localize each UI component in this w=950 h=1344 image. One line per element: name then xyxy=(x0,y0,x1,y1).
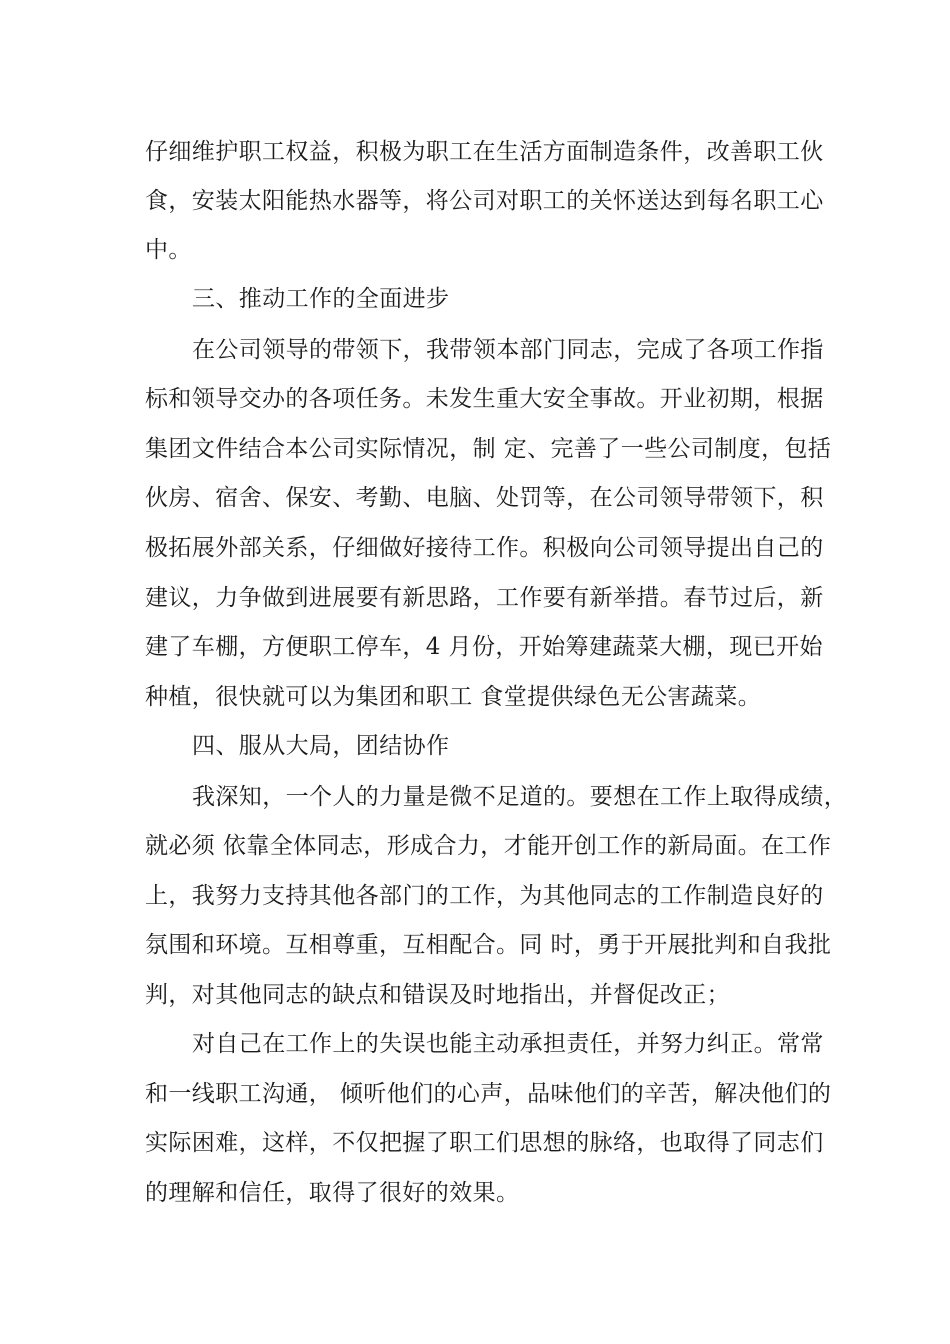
paragraph-line: 标和领导交办的各项任务。未发生重大安全事故。开业初期，根据 xyxy=(145,386,824,412)
paragraph-line: 我深知，一个人的力量是微不足道的。要想在工作上取得成绩， xyxy=(192,784,848,810)
paragraph-line: 氛围和环境。互相尊重，互相配合。同 时，勇于开展批判和自我批 xyxy=(145,932,832,958)
paragraph-line: 就必须 依靠全体同志，形成合力，才能开创工作的新局面。在工作 xyxy=(145,833,832,859)
paragraph-line: 极拓展外部关系，仔细做好接待工作。积极向公司领导提出自己的 xyxy=(145,535,824,561)
paragraph-line: 种植，很快就可以为集团和职工 食堂提供绿色无公害蔬菜。 xyxy=(145,684,762,710)
paragraph-line: 对自己在工作上的失误也能主动承担责任，并努力纠正。常常 xyxy=(192,1031,824,1057)
section-heading: 三、推动工作的全面进步 xyxy=(192,286,450,312)
paragraph-line: 集团文件结合本公司实际情况，制 定、完善了一些公司制度，包括 xyxy=(145,436,832,462)
paragraph-line: 上，我努力支持其他各部门的工作，为其他同志的工作制造良好的 xyxy=(145,883,824,909)
section-heading: 四、服从大局，团结协作 xyxy=(192,733,450,759)
paragraph-line: 的理解和信任，取得了很好的效果。 xyxy=(145,1180,520,1206)
paragraph-line: 伙房、宿舍、保安、考勤、电脑、处罚等，在公司领导带领下，积 xyxy=(145,485,824,511)
paragraph-line: 建议，力争做到进展要有新思路，工作要有新举措。春节过后，新 xyxy=(145,585,824,611)
paragraph-line: 食，安装太阳能热水器等，将公司对职工的关怀送达到每名职工心 xyxy=(145,188,824,214)
paragraph-line: 中。 xyxy=(145,237,192,263)
paragraph-line: 实际困难，这样，不仅把握了职工们思想的脉络，也取得了同志们 xyxy=(145,1130,824,1156)
paragraph-line: 仔细维护职工权益，积极为职工在生活方面制造条件，改善职工伙 xyxy=(145,139,824,165)
paragraph-line: 在公司领导的带领下，我带领本部门同志，完成了各项工作指 xyxy=(192,337,824,363)
paragraph-line: 和一线职工沟通， 倾听他们的心声，品味他们的辛苦，解决他们的 xyxy=(145,1081,832,1107)
paragraph-line: 建了车棚，方便职工停车，4 月份，开始筹建蔬菜大棚，现已开始 xyxy=(145,634,823,660)
paragraph-line: 判，对其他同志的缺点和错误及时地指出，并督促改正； xyxy=(145,982,730,1008)
